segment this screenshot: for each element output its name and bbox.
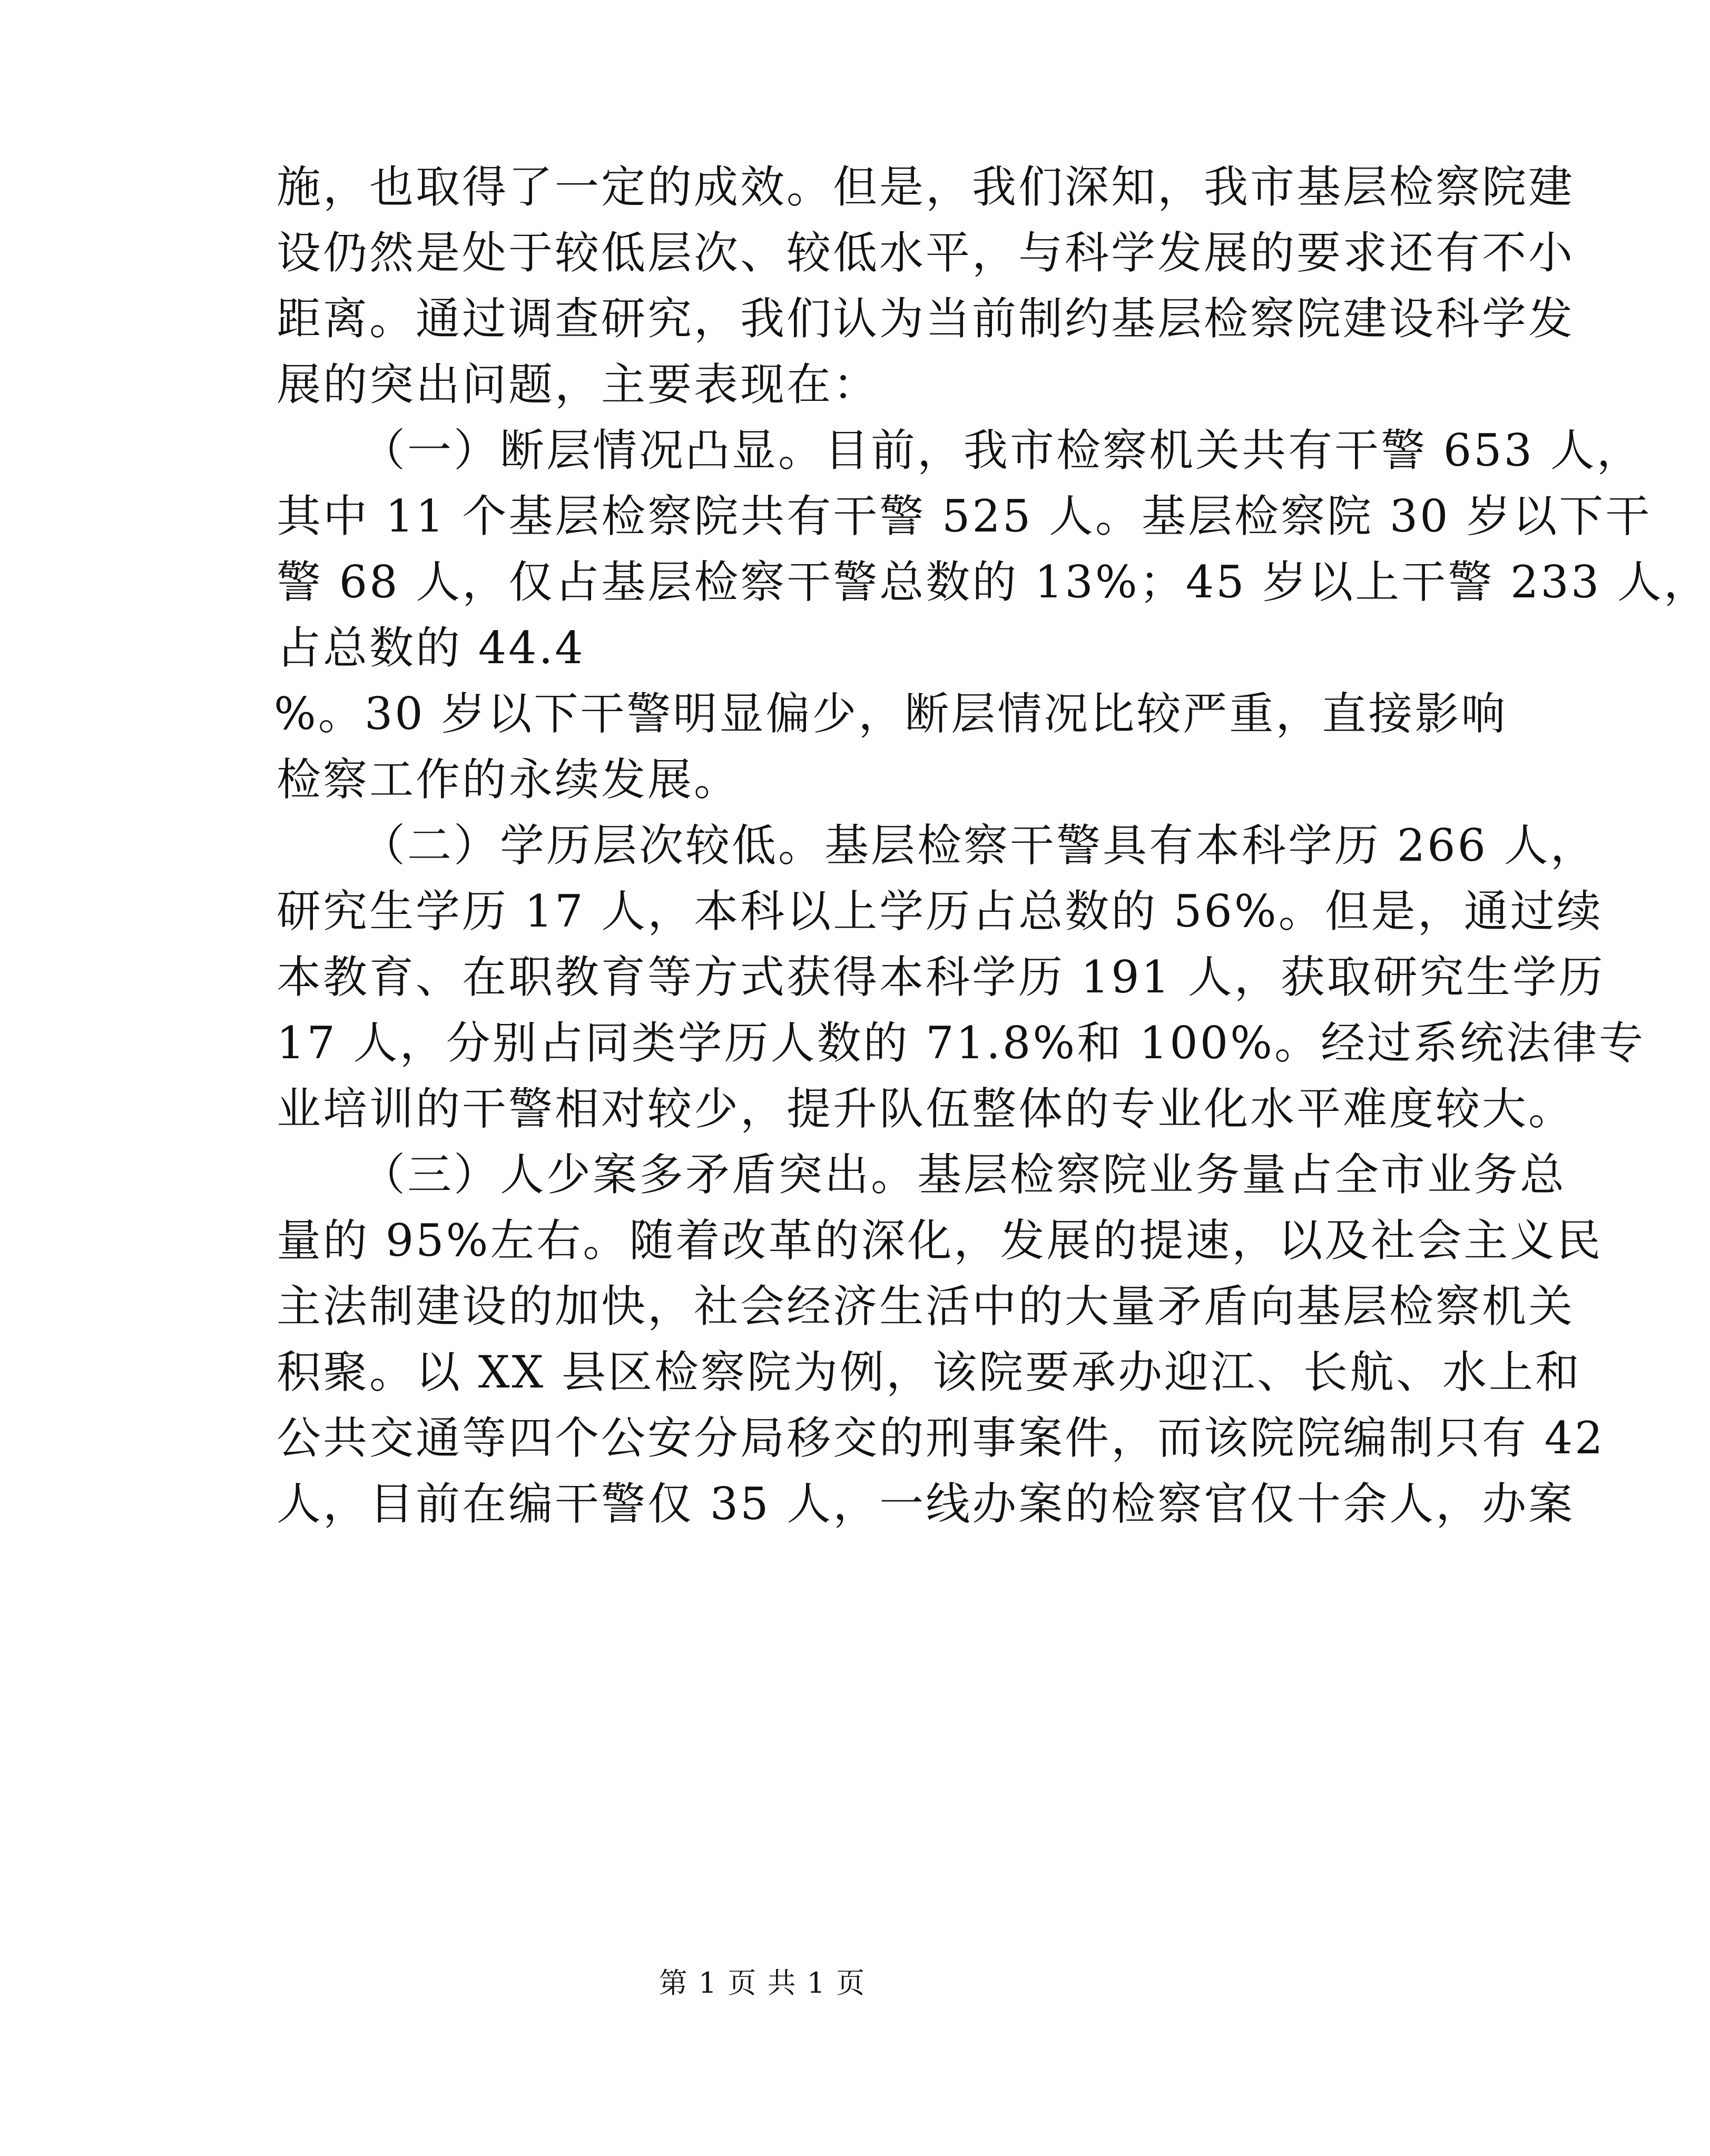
paragraph-heading-3: （三）人少案多矛盾突出。基层检察院业务量占全市业务总 xyxy=(361,1149,1567,1200)
text-line: 主法制建设的加快，社会经济生活中的大量矛盾向基层检察机关 xyxy=(277,1281,1575,1332)
text-line: 研究生学历 17 人，本科以上学历占总数的 56%。但是，通过续 xyxy=(277,885,1603,937)
text-line: 人，目前在编干警仅 35 人，一线办案的检察官仅十余人，办案 xyxy=(277,1478,1575,1530)
paragraph-heading-2: （二）学历层次较低。基层检察干警具有本科学历 266 人， xyxy=(361,820,1597,871)
text-line: 积聚。以 XX 县区检察院为例，该院要承办迎江、长航、水上和 xyxy=(277,1346,1582,1398)
text-line: 施，也取得了一定的成效。但是，我们深知，我市基层检察院建 xyxy=(277,161,1575,213)
text-line: %。30 岁以下干警明显偏少，断层情况比较严重，直接影响 xyxy=(274,688,1508,740)
page-footer: 第 1 页 共 1 页 xyxy=(659,1966,866,2000)
text-line: 距离。通过调查研究，我们认为当前制约基层检察院建设科学发 xyxy=(277,293,1575,344)
text-line: 业培训的干警相对较少，提升队伍整体的专业化水平难度较大。 xyxy=(277,1083,1575,1135)
text-line: 设仍然是处于较低层次、较低水平，与科学发展的要求还有不小 xyxy=(277,227,1575,279)
text-line: 占总数的 44.4 xyxy=(277,622,585,674)
text-line: 警 68 人，仅占基层检察干警总数的 13%；45 岁以上干警 233 人， xyxy=(277,556,1710,608)
text-line: 展的突出问题，主要表现在： xyxy=(277,359,880,410)
paragraph-heading-1: （一）断层情况凸显。目前，我市检察机关共有干警 653 人， xyxy=(361,425,1643,476)
text-line: 公共交通等四个公安分局移交的刑事案件，而该院院编制只有 42 xyxy=(277,1412,1605,1464)
text-line: 本教育、在职教育等方式获得本科学历 191 人，获取研究生学历 xyxy=(277,951,1605,1003)
text-line: 检察工作的永续发展。 xyxy=(277,754,741,805)
text-line: 其中 11 个基层检察院共有干警 525 人。基层检察院 30 岁以下干 xyxy=(277,490,1652,542)
text-line: 17 人，分别占同类学历人数的 71.8%和 100%。经过系统法律专 xyxy=(277,1017,1645,1069)
text-line: 量的 95%左右。随着改革的深化，发展的提速，以及社会主义民 xyxy=(277,1215,1603,1266)
